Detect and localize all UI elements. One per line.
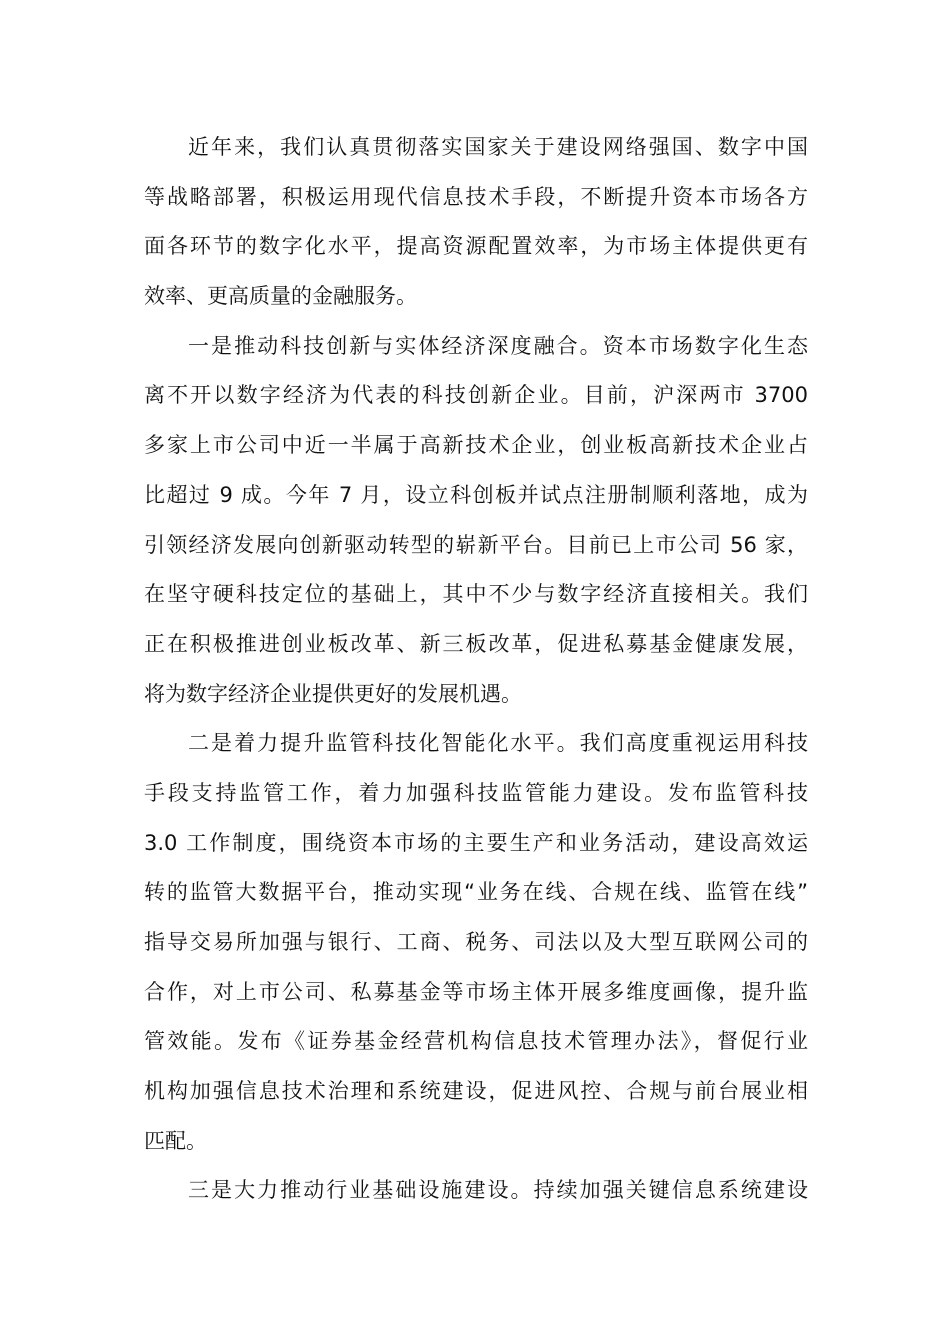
text-line: 指导交易所加强与银行、工商、税务、司法以及大型互联网公司的 [144,930,808,954]
text-line: 离不开以数字经济为代表的科技创新企业。目前，沪深两市 3700 [144,383,808,408]
text-line: 面各环节的数字化水平，提高资源配置效率，为市场主体提供更有 [144,234,808,259]
paragraph-point-two [144,719,808,1166]
document-body [144,123,808,1216]
text-line: 引领经济发展向创新驱动转型的崭新平台。目前已上市公司 56 家， [144,532,808,557]
text-line: 多家上市公司中近一半属于高新技术企业，创业板高新技术企业占 [144,433,808,458]
text-line: 近年来，我们认真贯彻落实国家关于建设网络强国、数字中国 [188,135,808,159]
text-line: 将为数字经济企业提供更好的发展机遇。 [144,681,522,706]
text-line: 等战略部署，积极运用现代信息技术手段，不断提升资本市场各方 [144,184,808,209]
text-line: 匹配。 [144,1128,207,1153]
text-line: 管效能。发布《证券基金经营机构信息技术管理办法》，督促行业 [144,1029,808,1054]
text-line: 正在积极推进创业板改革、新三板改革，促进私募基金健康发展， [144,631,808,656]
paragraph-point-one [144,322,808,720]
text-line: 3.0 工作制度，围绕资本市场的主要生产和业务活动，建设高效运 [144,830,808,855]
text-line: 三是大力推动行业基础设施建设。持续加强关键信息系统建设 [188,1178,808,1203]
paragraph-intro [144,123,808,322]
text-line: 一是推动科技创新与实体经济深度融合。资本市场数字化生态 [188,333,808,358]
text-line: 机构加强信息技术治理和系统建设，促进风控、合规与前台展业相 [144,1079,808,1104]
text-line: 在坚守硬科技定位的基础上，其中不少与数字经济直接相关。我们 [144,582,808,607]
text-line: 比超过 9 成。今年 7 月，设立科创板并试点注册制顺利落地，成为 [144,482,808,507]
text-line: 手段支持监管工作，着力加强科技监管能力建设。发布监管科技 [144,780,808,805]
text-line: 合作，对上市公司、私募基金等市场主体开展多维度画像，提升监 [144,979,808,1004]
text-line: 转的监管大数据平台，推动实现“业务在线、合规在线、监管在线” [144,880,808,905]
text-line: 二是着力提升监管科技化智能化水平。我们高度重视运用科技 [188,731,808,756]
text-line: 效率、更高质量的金融服务。 [144,284,417,309]
paragraph-point-three [144,1166,808,1216]
